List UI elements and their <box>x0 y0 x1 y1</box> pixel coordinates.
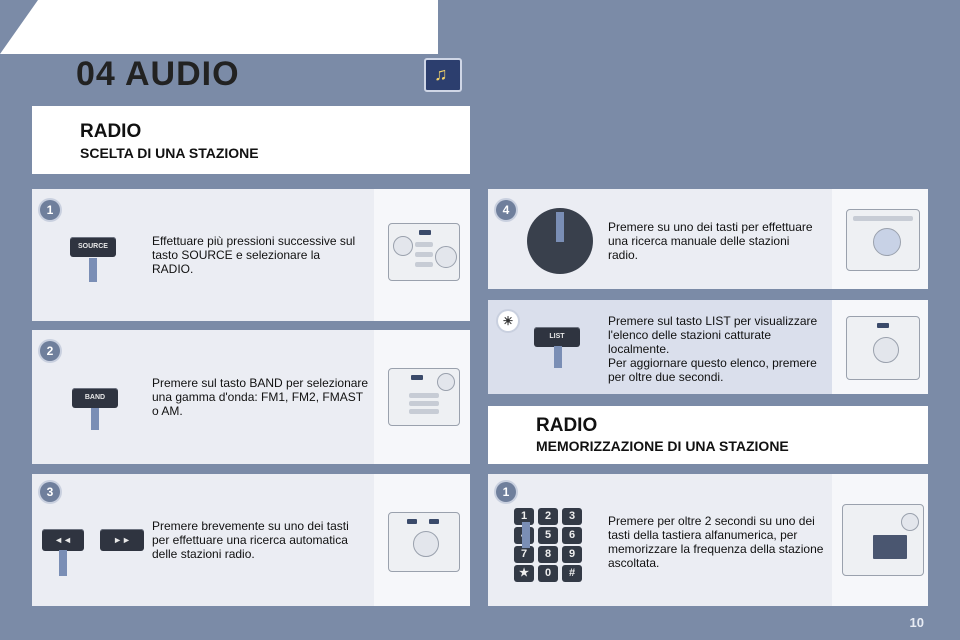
keypad-key[interactable]: 5 <box>538 527 558 544</box>
radio-unit-illustration <box>374 474 470 606</box>
section-subtitle: MEMORIZZAZIONE DI UNA STAZIONE <box>536 438 789 454</box>
step-number: 2 <box>40 341 60 361</box>
chapter-header <box>0 0 438 54</box>
radio-unit-illustration <box>374 330 470 464</box>
step-description: Premere brevemente su uno dei tasti per effettuare una ricerca automatica delle stazioni radio. <box>152 519 349 561</box>
keypad-key[interactable]: 6 <box>562 527 582 544</box>
section-title: RADIO <box>80 121 142 142</box>
keypad-key[interactable]: 9 <box>562 546 582 563</box>
press-arrow-icon <box>89 258 97 282</box>
chapter-title: 04 AUDIO <box>76 55 240 93</box>
keypad-key[interactable]: 7 <box>514 546 534 563</box>
press-arrow-icon <box>556 212 564 242</box>
radio-music-icon: ♫ <box>424 58 462 92</box>
keypad-key[interactable]: 3 <box>562 508 582 525</box>
step-number: 4 <box>496 200 516 220</box>
step-description: Premere su uno dei tasti per effettuare una ricerca manuale delle stazioni radio. <box>608 220 813 262</box>
press-arrow-icon <box>554 346 562 368</box>
section-subtitle: SCELTA DI UNA STAZIONE <box>80 145 259 161</box>
keypad-key[interactable]: ★ <box>514 565 534 582</box>
seek-back-button[interactable]: ◄◄ <box>42 529 84 551</box>
press-arrow-icon <box>91 408 99 430</box>
keypad-key[interactable]: 8 <box>538 546 558 563</box>
keypad-key[interactable]: 0 <box>538 565 558 582</box>
step-description: Premere sul tasto LIST per visualizzare l'elenco delle stazioni catturate localmente. Per aggiornare questo elenco, premere per oltre due secondi. <box>608 314 818 384</box>
step-description: Premere per oltre 2 secondi su uno dei tasti della tastiera alfanumerica, per memorizzare la frequenza della stazione ascoltata. <box>608 514 824 570</box>
step-description: Premere sul tasto BAND per selezionare una gamma d'onda: FM1, FM2, FMAST o AM. <box>152 376 369 418</box>
press-arrow-icon <box>59 550 67 576</box>
step-number: 3 <box>40 482 60 502</box>
band-button[interactable]: BAND <box>72 388 118 408</box>
section-title: RADIO <box>536 415 598 436</box>
radio-unit-illustration <box>832 300 928 394</box>
step-number: 1 <box>496 482 516 502</box>
keypad-key[interactable]: 1 <box>514 508 534 525</box>
page-number: 10 <box>909 615 924 630</box>
radio-unit-illustration <box>832 474 928 606</box>
radio-unit-illustration <box>374 189 470 321</box>
source-button[interactable]: SOURCE <box>70 237 116 257</box>
header-blade <box>0 0 38 54</box>
keypad-key[interactable]: 2 <box>538 508 558 525</box>
press-arrow-icon <box>522 522 530 548</box>
step-description: Effettuare più pressioni successive sul tasto SOURCE e selezionare la RADIO. <box>152 234 356 276</box>
list-button[interactable]: LIST <box>534 327 580 347</box>
keypad-key[interactable]: # <box>562 565 582 582</box>
radio-unit-illustration <box>832 189 928 289</box>
seek-forward-button[interactable]: ►► <box>100 529 144 551</box>
tip-icon: ☀ <box>498 311 518 331</box>
step-number: 1 <box>40 200 60 220</box>
